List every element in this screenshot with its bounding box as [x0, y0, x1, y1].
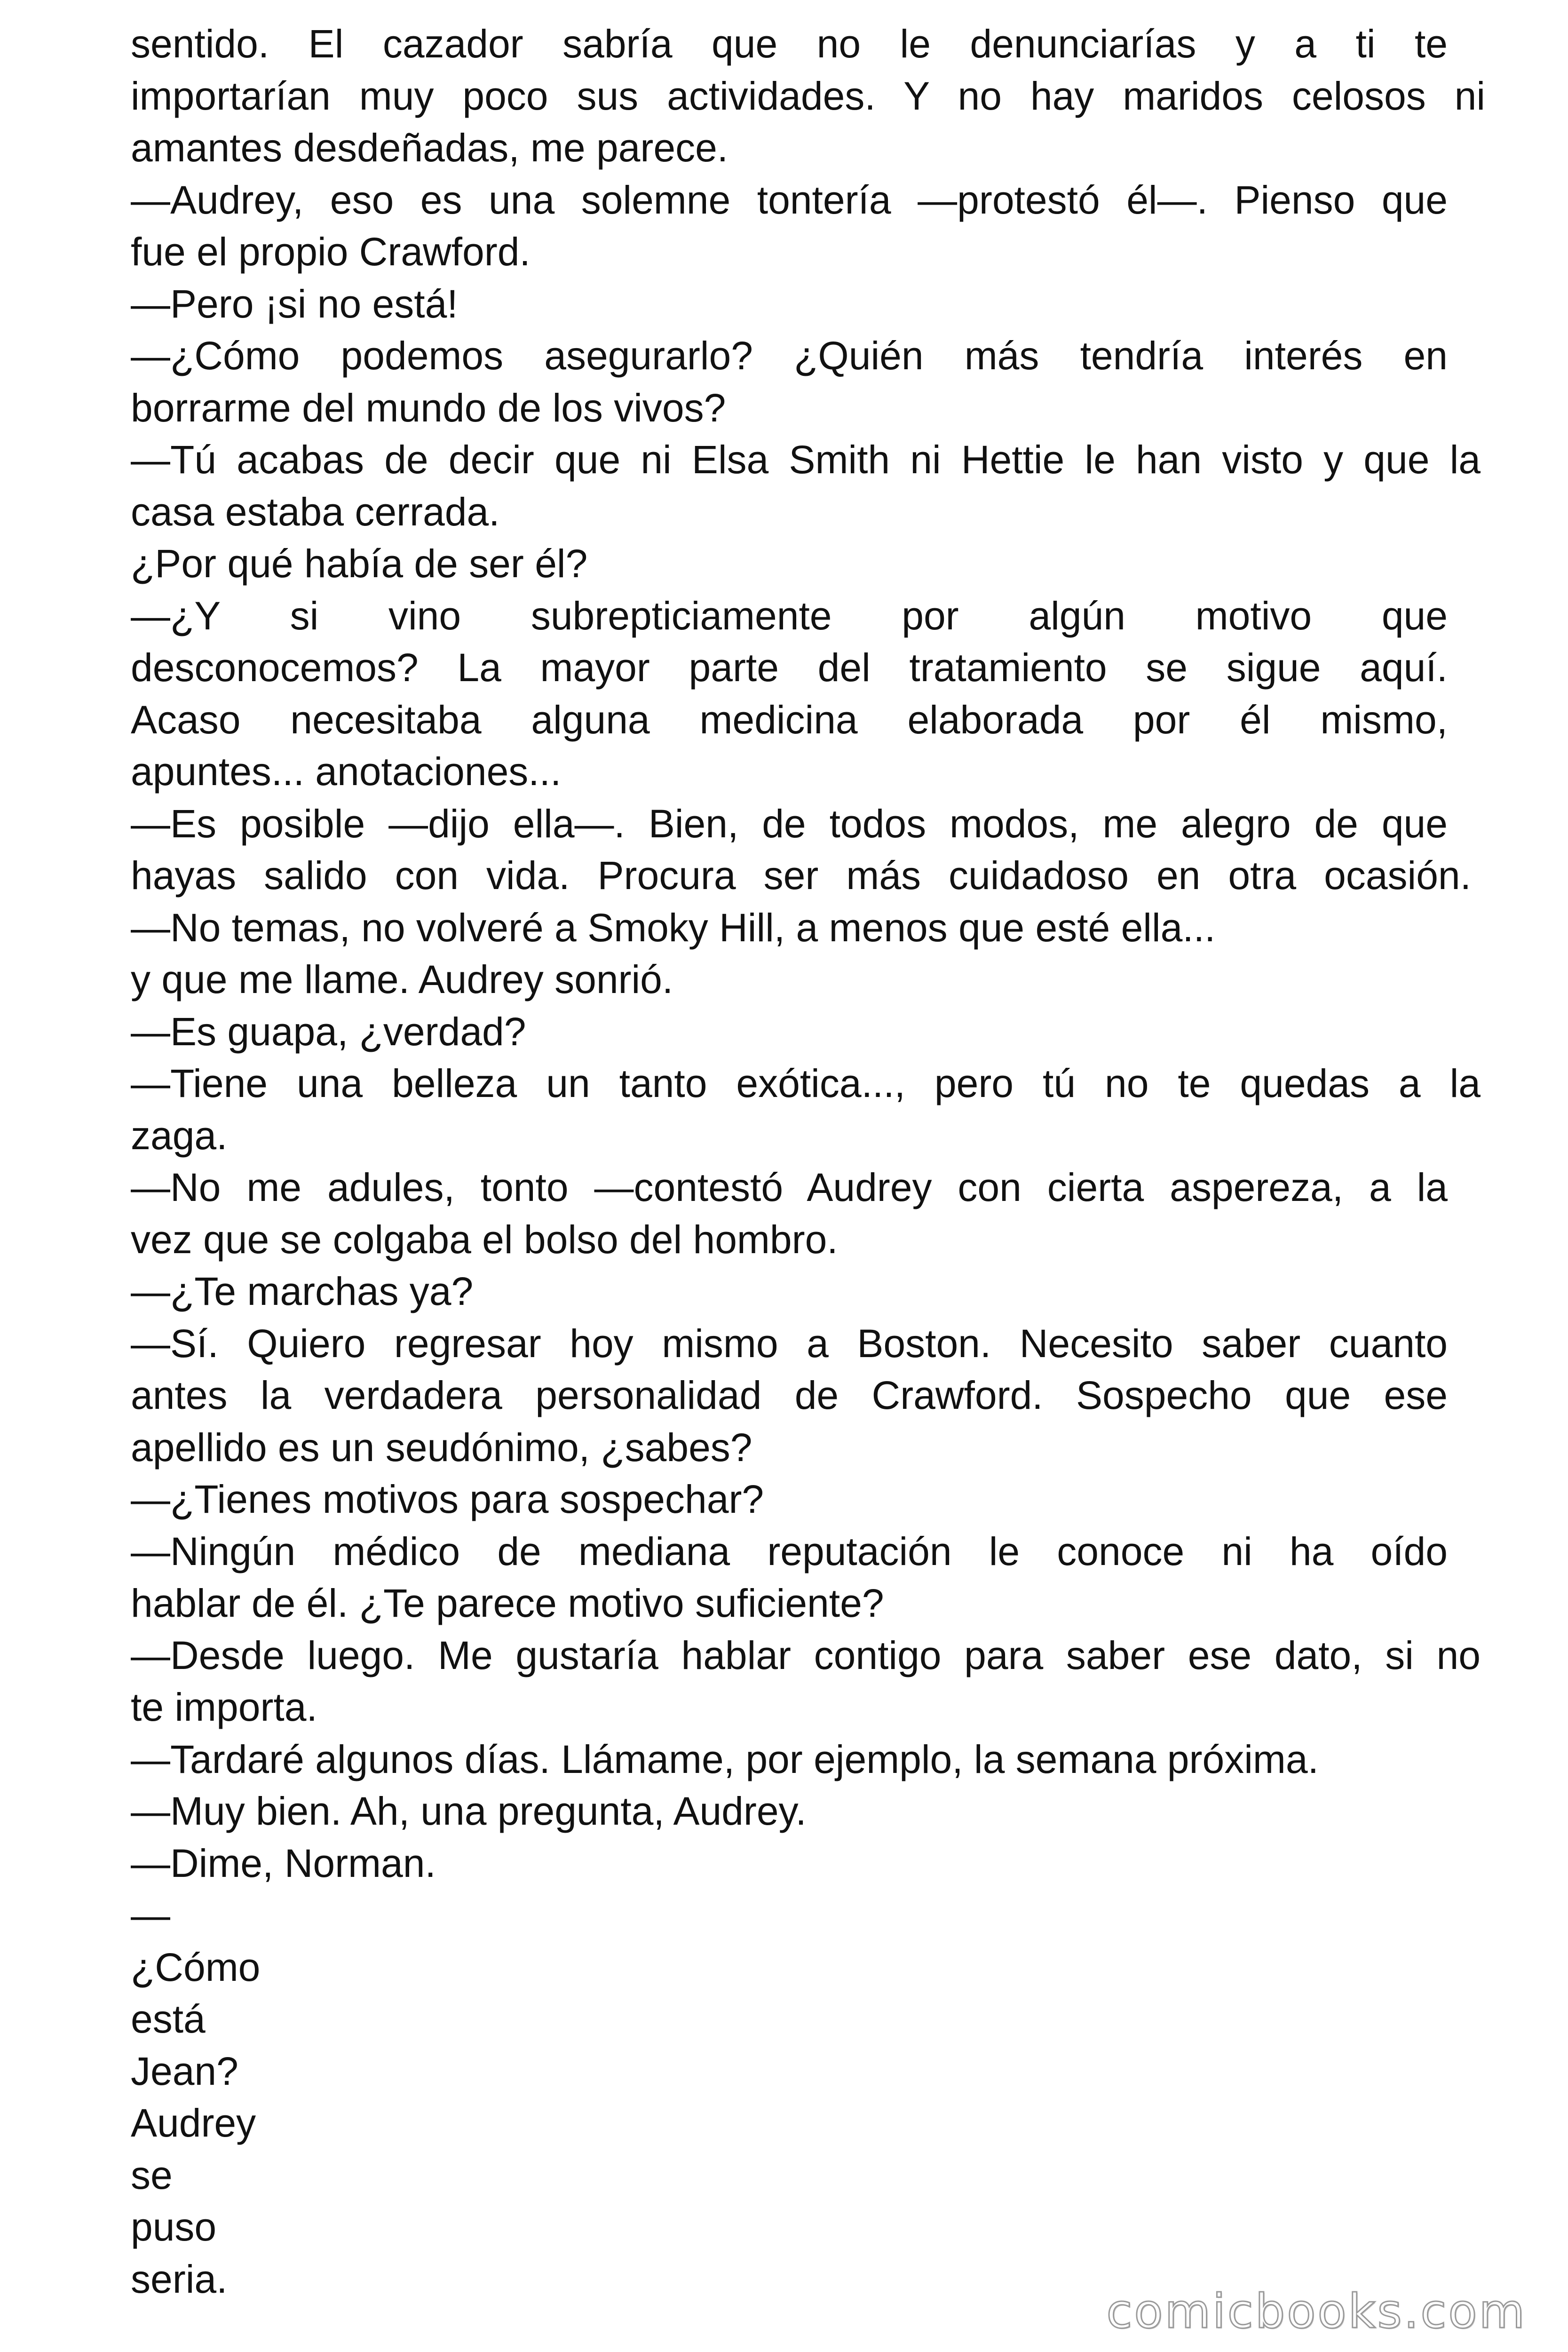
watermark-logo: comicbooks.com — [1106, 2284, 1527, 2339]
text-line: —Dime, Norman. — [131, 1841, 436, 1885]
text-line: —¿Tienes motivos para sospechar? — [131, 1477, 764, 1521]
text-line: te importa. — [131, 1685, 317, 1729]
text-line: fue el propio Crawford. — [131, 230, 531, 274]
document-page — [131, 18, 1485, 2305]
text-line: vez que se colgaba el bolso del hombro. — [131, 1217, 838, 1262]
text-line: amantes desdeñadas, me parece. — [131, 126, 729, 170]
text-line: —¿Cómo podemos asegurarlo? ¿Quién más tendría interés en — [131, 334, 1448, 378]
text-line: sentido. El cazador sabría que no le denunciarías y a ti te — [131, 22, 1448, 66]
text-body — [131, 18, 1485, 2305]
text-line: hayas salido con vida. Procura ser más cuidadoso en otra ocasión. — [131, 853, 1471, 898]
text-line: —Desde luego. Me gustaría hablar contigo para saber ese dato, si no — [131, 1633, 1481, 1677]
text-line: ¿Por qué había de ser él? — [131, 541, 588, 586]
text-line: —Tardaré algunos días. Llámame, por ejemplo, la semana próxima. — [131, 1737, 1319, 1781]
text-line: se — [131, 2153, 173, 2197]
text-line: —Tiene una belleza un tanto exótica..., pero tú no te quedas a la — [131, 1061, 1481, 1105]
text-line: —¿Y si vino subrepticiamente por algún motivo que — [131, 593, 1448, 638]
text-line: —Es guapa, ¿verdad? — [131, 1009, 526, 1054]
text-line: puso — [131, 2205, 217, 2249]
text-line: —Tú acabas de decir que ni Elsa Smith ni Hettie le han visto y que la — [131, 437, 1481, 482]
text-line: —¿Te marchas ya? — [131, 1269, 474, 1313]
text-line: antes la verdadera personalidad de Crawford. Sospecho que ese — [131, 1373, 1448, 1417]
text-line: está — [131, 1997, 206, 2041]
text-line: —No me adules, tonto —contestó Audrey con cierta aspereza, a la — [131, 1165, 1448, 1209]
text-line: y que me llame. Audrey sonrió. — [131, 957, 673, 1001]
text-line: Jean? — [131, 2049, 238, 2093]
text-line: —Es posible —dijo ella—. Bien, de todos modos, me alegro de que — [131, 801, 1448, 846]
text-line: seria. — [131, 2257, 228, 2301]
text-line: —Pero ¡si no está! — [131, 281, 458, 326]
text-line: casa estaba cerrada. — [131, 489, 500, 534]
text-line: desconocemos? La mayor parte del tratamiento se sigue aquí. — [131, 645, 1448, 690]
text-line: — — [131, 1893, 170, 1937]
text-line: Acaso necesitaba alguna medicina elaborada por él mismo, — [131, 697, 1448, 742]
text-line: —Ningún médico de mediana reputación le conoce ni ha oído — [131, 1529, 1448, 1573]
text-line: —Sí. Quiero regresar hoy mismo a Boston. Necesito saber cuanto — [131, 1321, 1448, 1366]
text-line: Audrey — [131, 2101, 256, 2145]
text-line: —No temas, no volveré a Smoky Hill, a menos que esté ella... — [131, 905, 1216, 950]
text-line: ¿Cómo — [131, 1945, 261, 1989]
text-line: —Muy bien. Ah, una pregunta, Audrey. — [131, 1789, 807, 1833]
text-line: apellido es un seudónimo, ¿sabes? — [131, 1425, 752, 1470]
text-line: borrarme del mundo de los vivos? — [131, 385, 726, 430]
text-line: importarían muy poco sus actividades. Y no hay maridos celosos ni — [131, 73, 1485, 118]
text-line: hablar de él. ¿Te parece motivo suficiente? — [131, 1581, 884, 1625]
text-line: apuntes... anotaciones... — [131, 749, 562, 794]
text-line: zaga. — [131, 1113, 228, 1158]
text-line: —Audrey, eso es una solemne tontería —protestó él—. Pienso que — [131, 177, 1448, 222]
